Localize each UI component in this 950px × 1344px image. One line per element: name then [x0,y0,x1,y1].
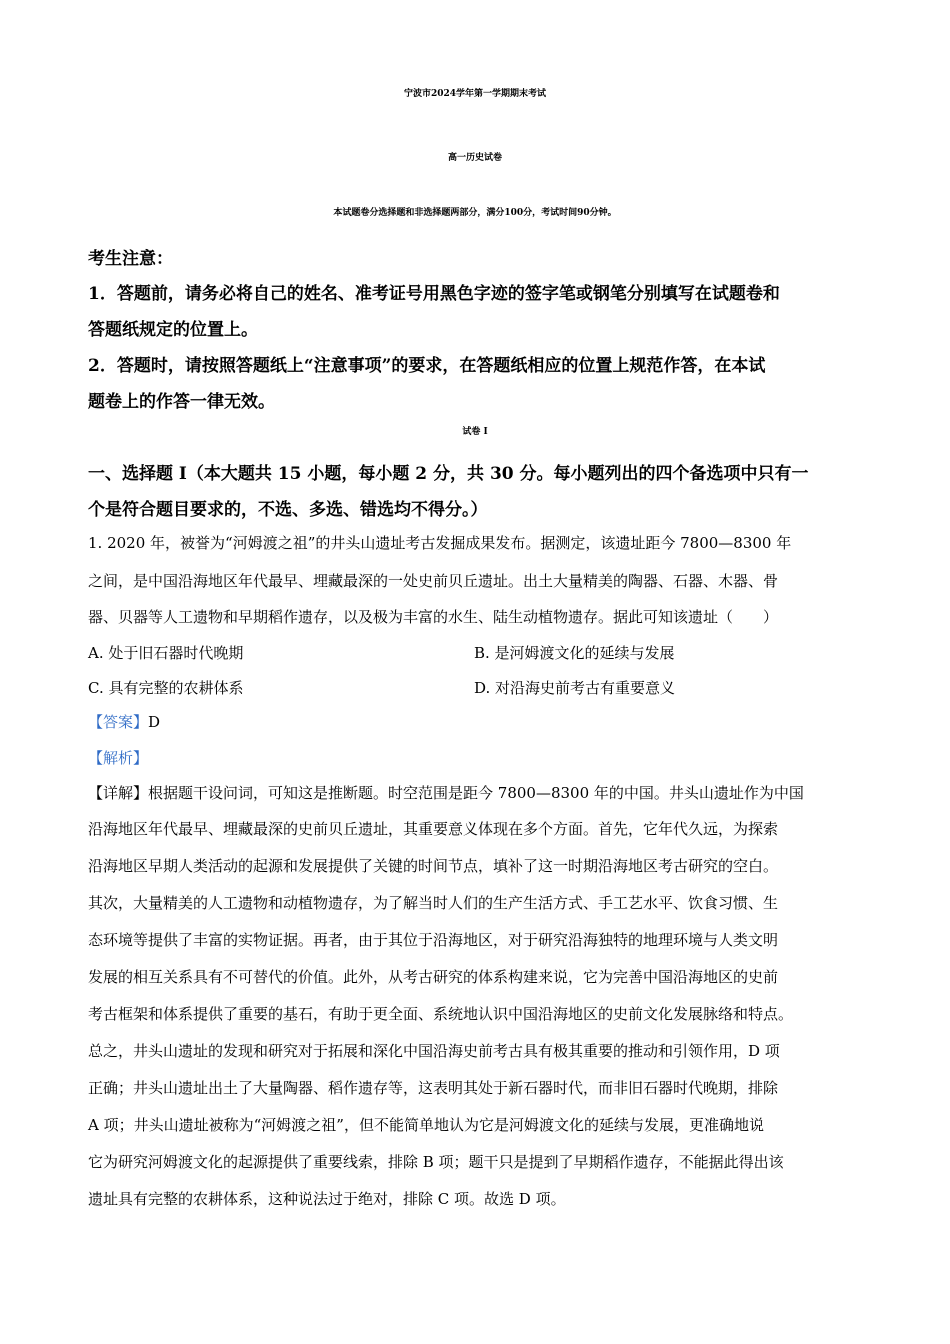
exam-subtitle: 高一历史试卷 [447,153,502,163]
option-b: B. 是河姆渡文化的延续与发展 [474,644,675,662]
detail-line-8: 总之，井头山遗址的发现和研究对于拓展和深化中国沿海史前考古具有极其重要的推动和引领作用，D 项 [88,1042,780,1060]
detail-line-9: 正确；井头山遗址出土了大量陶器、稻作遗存等，这表明其处于新石器时代，而非旧石器时代晚期，排除 [88,1079,779,1097]
detail-line-3: 沿海地区早期人类活动的起源和发展提供了关键的时间节点，填补了这一时期沿海地区考古研究的空白。 [88,857,779,875]
detail-line-7: 考古框架和体系提供了重要的基石，有助于更全面、系统地认识中国沿海地区的史前文化发展脉络和特点。 [88,1005,794,1023]
answer-line [88,711,160,732]
detail-line-6: 发展的相互关系具有不可替代的价值。此外，从考古研究的体系构建来说，它为完善中国沿海地区的史前 [88,968,779,986]
detail-line-11: 它为研究河姆渡文化的起源提供了重要线索，排除 B 项；题干只是提到了早期稻作遗存，不能据此得出该 [88,1153,784,1171]
question-stem-line-3: 器、贝器等人工遗物和早期稻作遗存，以及极为丰富的水生、陆生动植物遗存。据此可知该遗址（ ） [88,608,779,626]
option-c: C. 具有完整的农耕体系 [88,679,244,697]
option-a: A. 处于旧石器时代晚期 [88,644,244,662]
notice-2-line-2: 题卷上的作答一律无效。 [88,392,275,412]
detail-line-5: 态环境等提供了丰富的实物证据。再者，由于其位于沿海地区，对于研究沿海独特的地理环境与人类文明 [88,931,779,949]
part-title: 试卷 I [462,427,488,437]
detail-label: 【详解】 [88,784,149,802]
detail-line-2: 沿海地区年代最早、埋藏最深的史前贝丘遗址，其重要意义体现在多个方面。首先，它年代久远，为探索 [88,820,779,838]
analysis-label: 【解析】 [88,749,149,767]
notice-2-line-1: 2．答题时，请按照答题纸上“注意事项”的要求，在答题纸相应的位置上规范作答，在本试 [88,356,766,376]
section-heading-line-1: 一、选择题 I（本大题共 15 小题，每小题 2 分，共 30 分。每小题列出的四个备选项中只有一 [88,464,809,484]
exam-title: 宁波市2024学年第一学期期末考试 [403,89,547,99]
detail-line-4: 其次，大量精美的人工遗物和动植物遗存，为了解当时人们的生产生活方式、手工艺水平、饮食习惯、生 [88,894,779,912]
detail-line-1 [88,782,804,803]
exam-summary: 本试题卷分选择题和非选择题两部分，满分100分，考试时间90分钟。 [333,208,617,218]
answer-label: 【答案】 [88,713,149,731]
detail-text: 根据题干设问词，可知这是推断题。时空范围是距今 7800—8300 年的中国。井头山遗址作为中国 [148,784,804,802]
detail-line-10: A 项；井头山遗址被称为“河姆渡之祖”，但不能简单地认为它是河姆渡文化的延续与发展，更准确地说 [88,1116,764,1134]
detail-line-12: 遗址具有完整的农耕体系，这种说法过于绝对，排除 C 项。故选 D 项。 [88,1190,566,1208]
notice-1-line-2: 答题纸规定的位置上。 [88,320,258,340]
notice-heading: 考生注意： [88,249,173,269]
notice-1-line-1: 1．答题前，请务必将自己的姓名、准考证号用黑色字迹的签字笔或钢笔分别填写在试题卷和 [88,284,780,304]
option-d: D. 对沿海史前考古有重要意义 [474,679,676,697]
section-heading-line-2: 个是符合题目要求的，不选、多选、错选均不得分。） [88,500,488,520]
question-stem-line-2: 之间，是中国沿海地区年代最早、埋藏最深的一处史前贝丘遗址。出土大量精美的陶器、石器、木器、骨 [88,572,779,590]
answer-value: D [148,713,161,731]
question-stem-line-1: 1. 2020 年，被誉为“河姆渡之祖”的井头山遗址考古发掘成果发布。据测定，该遗址距今 7800—8300 年 [88,534,792,552]
